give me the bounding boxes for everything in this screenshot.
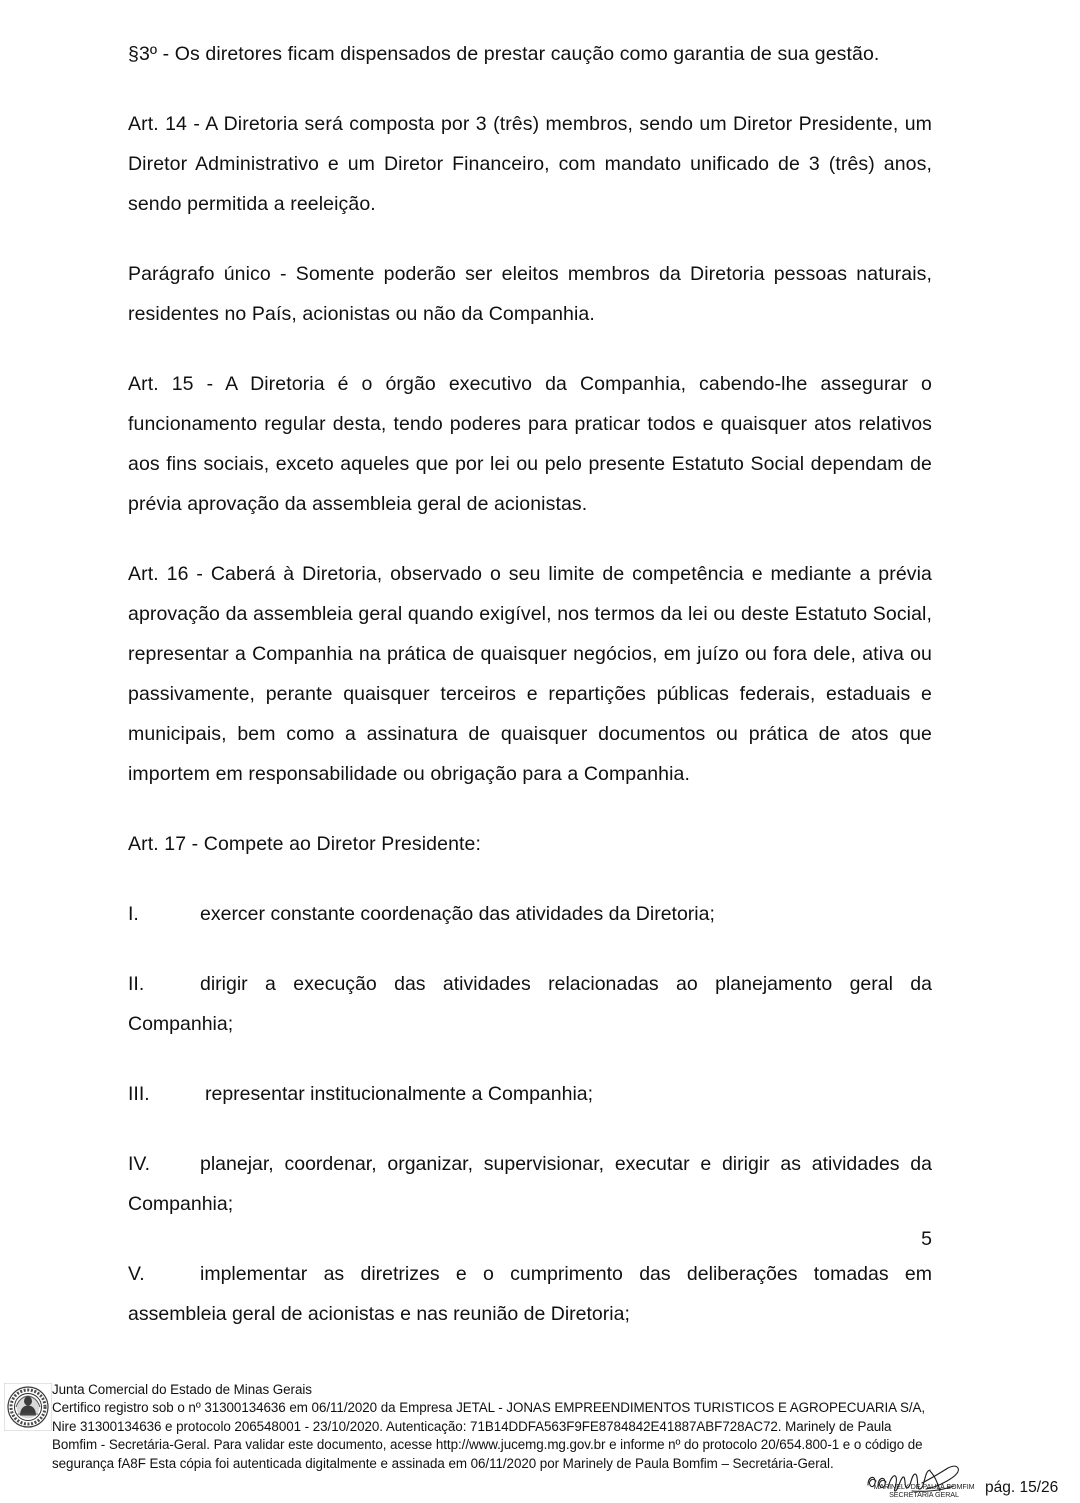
- certification-line-1: Junta Comercial do Estado de Minas Gerais: [52, 1382, 312, 1397]
- footer-page-label: pág. 15/26: [985, 1479, 1059, 1496]
- paragraph-paragrafo-unico: Parágrafo único - Somente poderão ser eleitos membros da Diretoria pessoas naturais, residentes no País, acionistas ou não da Companhia.: [128, 263, 932, 325]
- list-item-marker: II.: [128, 973, 145, 995]
- certification-line-3: Nire 31300134636 e protocolo 206548001 - 23/10/2020. Autenticação: 71B14DDFA563F9FE8784842E41887ABF728AC72. Marinely de Paula: [52, 1418, 892, 1434]
- certification-text: [52, 1381, 1074, 1473]
- list-item: [128, 894, 932, 934]
- list-item-text: planejar, coordenar, organizar, supervisionar, executar e dirigir as atividades da Companhia;: [128, 1153, 932, 1215]
- document-body: [128, 34, 932, 1364]
- list-item-text: exercer constante coordenação das atividades da Diretoria;: [200, 903, 715, 925]
- paragraph-art-15: Art. 15 - A Diretoria é o órgão executivo da Companhia, cabendo-lhe assegurar o funcionamento regular desta, tendo poderes para praticar todos e quaisquer atos relativos aos fins sociais, exceto aqueles que por lei ou pelo presente Estatuto Social dependam de prévia aprovação da assembleia geral de acionistas.: [128, 373, 932, 515]
- paragraph-art-14: Art. 14 - A Diretoria será composta por 3 (três) membros, sendo um Diretor Presidente, um Diretor Administrativo e um Diretor Financeiro, com mandato unificado de 3 (três) anos, sendo permitida a reeleição.: [128, 113, 932, 215]
- certification-line-5: segurança fA8F Esta cópia foi autenticada digitalmente e assinada em 06/11/2020 por Marinely de Paula Bomfim – Secretária-Geral.: [52, 1455, 834, 1471]
- list-item-text: representar institucionalmente a Companhia;: [205, 1083, 594, 1105]
- signature-role-stamp: SECRETARIA GERAL: [889, 1490, 959, 1499]
- list-item-marker: V.: [128, 1263, 145, 1285]
- paragraph-art-17: Art. 17 - Compete ao Diretor Presidente:: [128, 833, 481, 855]
- junta-comercial-seal-icon: [4, 1383, 52, 1431]
- list-item-marker: I.: [128, 903, 139, 925]
- list-item-text: implementar as diretrizes e o cumprimento das deliberações tomadas em assembleia geral de acionistas e nas reunião de Diretoria;: [128, 1263, 932, 1325]
- certification-line-2: Certifico registro sob o nº 31300134636 em 06/11/2020 da Empresa JETAL - JONAS EMPREENDIMENTOS TURISTICOS E AGROPECUARIA S/A,: [52, 1400, 926, 1416]
- signature-name-stamp: MARINELY DE PAULA BOMFIM: [873, 1482, 975, 1491]
- paragraph-par-3: §3º - Os diretores ficam dispensados de prestar caução como garantia de sua gestão.: [128, 43, 880, 65]
- list-item: [128, 1144, 932, 1224]
- list-item: [128, 1074, 932, 1114]
- list-item-marker: III.: [128, 1083, 150, 1105]
- list-item: [128, 964, 932, 1044]
- list-item-marker: IV.: [128, 1153, 151, 1175]
- list-item-text: dirigir a execução das atividades relacionadas ao planejamento geral da Companhia;: [128, 973, 932, 1035]
- certification-line-4: Bomfim - Secretária-Geral. Para validar este documento, acesse http://www.jucemg.mg.gov.br e informe nº do protocolo 20/654.800-1 e o código de: [52, 1437, 923, 1453]
- list-item: [128, 1254, 932, 1334]
- paragraph-art-16: Art. 16 - Caberá à Diretoria, observado o seu limite de competência e mediante a prévia aprovação da assembleia geral quando exigível, nos termos da lei ou deste Estatuto Social, representar a Companhia na prática de quaisquer negócios, em juízo ou fora dele, ativa ou passivamente, perante quaisquer terceiros e repartições públicas federais, estaduais e municipais, bem como a assinatura de quaisquer documentos ou prática de atos que importem em responsabilidade ou obrigação para a Companhia.: [128, 563, 932, 785]
- page-number: 5: [921, 1228, 932, 1250]
